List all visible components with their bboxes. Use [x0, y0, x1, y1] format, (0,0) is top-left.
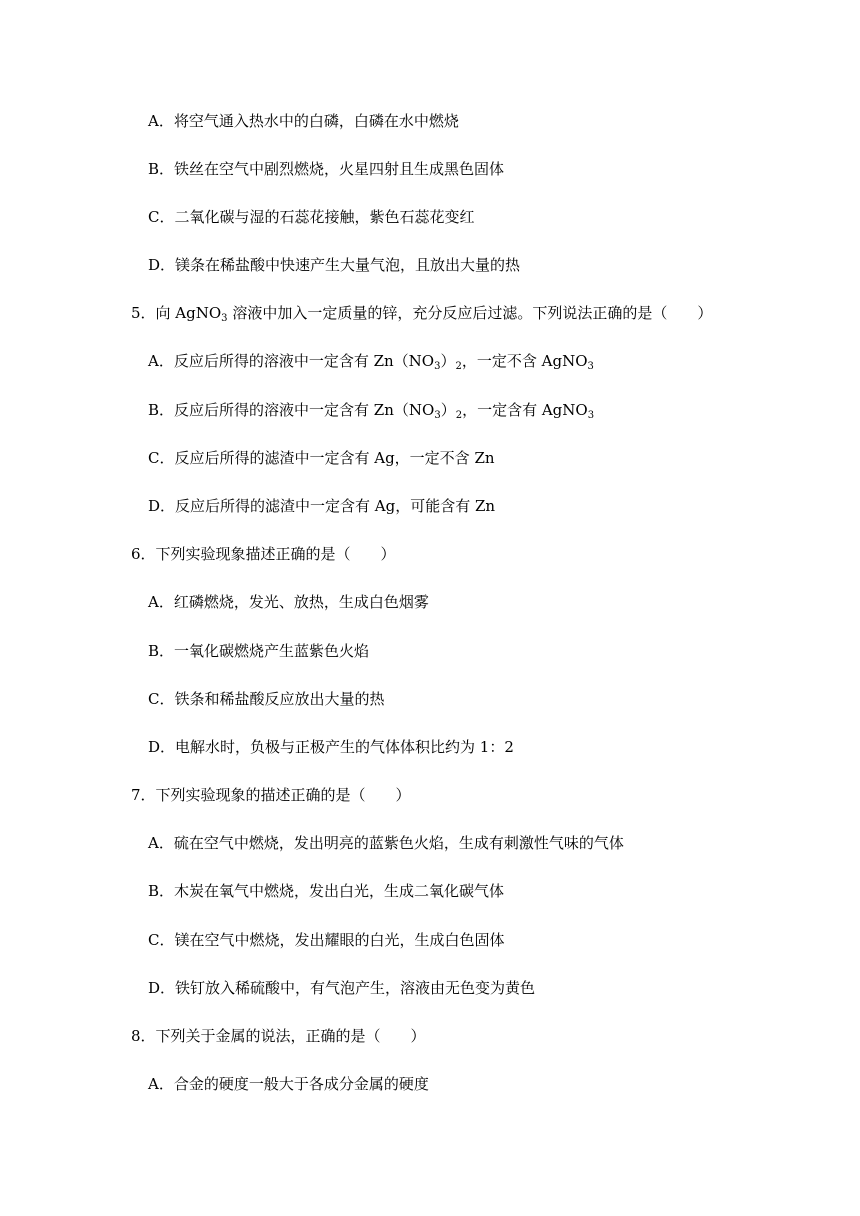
- q5-option-b: B．反应后所得的溶液中一定含有 $Zn(NO_3)_2$，一定含有 AgNO$_3$: [148, 401, 595, 421]
- q6-option-b: B．一氧化碳燃烧产生蓝紫色火焰: [148, 642, 370, 660]
- q8-stem: 8．下列关于金属的说法，正确的是（ ）: [131, 1027, 426, 1045]
- q6-option-a: A．红磷燃烧，发光、放热，生成白色烟雾: [148, 593, 429, 611]
- q4-option-c: C．二氧化碳与湿的石蕊花接触，紫色石蕊花变红: [148, 208, 475, 226]
- q5-option-a: A．反应后所得的溶液中一定含有 $Zn(NO_3)_2$，一定不含 AgNO$_3$: [148, 352, 594, 372]
- q4-option-d: D．镁条在稀盐酸中快速产生大量气泡，且放出大量的热: [148, 256, 521, 274]
- q8-option-a: A．合金的硬度一般大于各成分金属的硬度: [148, 1075, 429, 1093]
- q7-stem: 7．下列实验现象的描述正确的是（ ）: [131, 786, 411, 804]
- q7-option-d: D．铁钉放入稀硫酸中，有气泡产生，溶液由无色变为黄色: [148, 979, 536, 997]
- q7-option-c: C．镁在空气中燃烧，发出耀眼的白光，生成白色固体: [148, 931, 505, 949]
- q5-option-d: D．反应后所得的滤渣中一定含有 Ag，可能含有 Zn: [148, 497, 496, 515]
- q7-option-a: A．硫在空气中燃烧，发出明亮的蓝紫色火焰，生成有刺激性气味的气体: [148, 834, 624, 852]
- q4-option-b: B．铁丝在空气中剧烈燃烧，火星四射且生成黑色固体: [148, 160, 505, 178]
- q7-option-b: B．木炭在氧气中燃烧，发出白光，生成二氧化碳气体: [148, 882, 505, 900]
- q6-stem: 6．下列实验现象描述正确的是（ ）: [131, 545, 396, 563]
- q6-option-d: D．电解水时，负极与正极产生的气体体积比约为 1：2: [148, 738, 514, 756]
- q5-option-c: C．反应后所得的滤渣中一定含有 Ag，一定不含 Zn: [148, 449, 495, 467]
- q6-option-c: C．铁条和稀盐酸反应放出大量的热: [148, 690, 385, 708]
- q5-stem: 5．向 AgNO$_3$ 溶液中加入一定质量的锌，充分反应后过滤。下列说法正确的是（ ）: [131, 304, 713, 324]
- q4-option-a: A．将空气通入热水中的白磷，白磷在水中燃烧: [148, 112, 459, 130]
